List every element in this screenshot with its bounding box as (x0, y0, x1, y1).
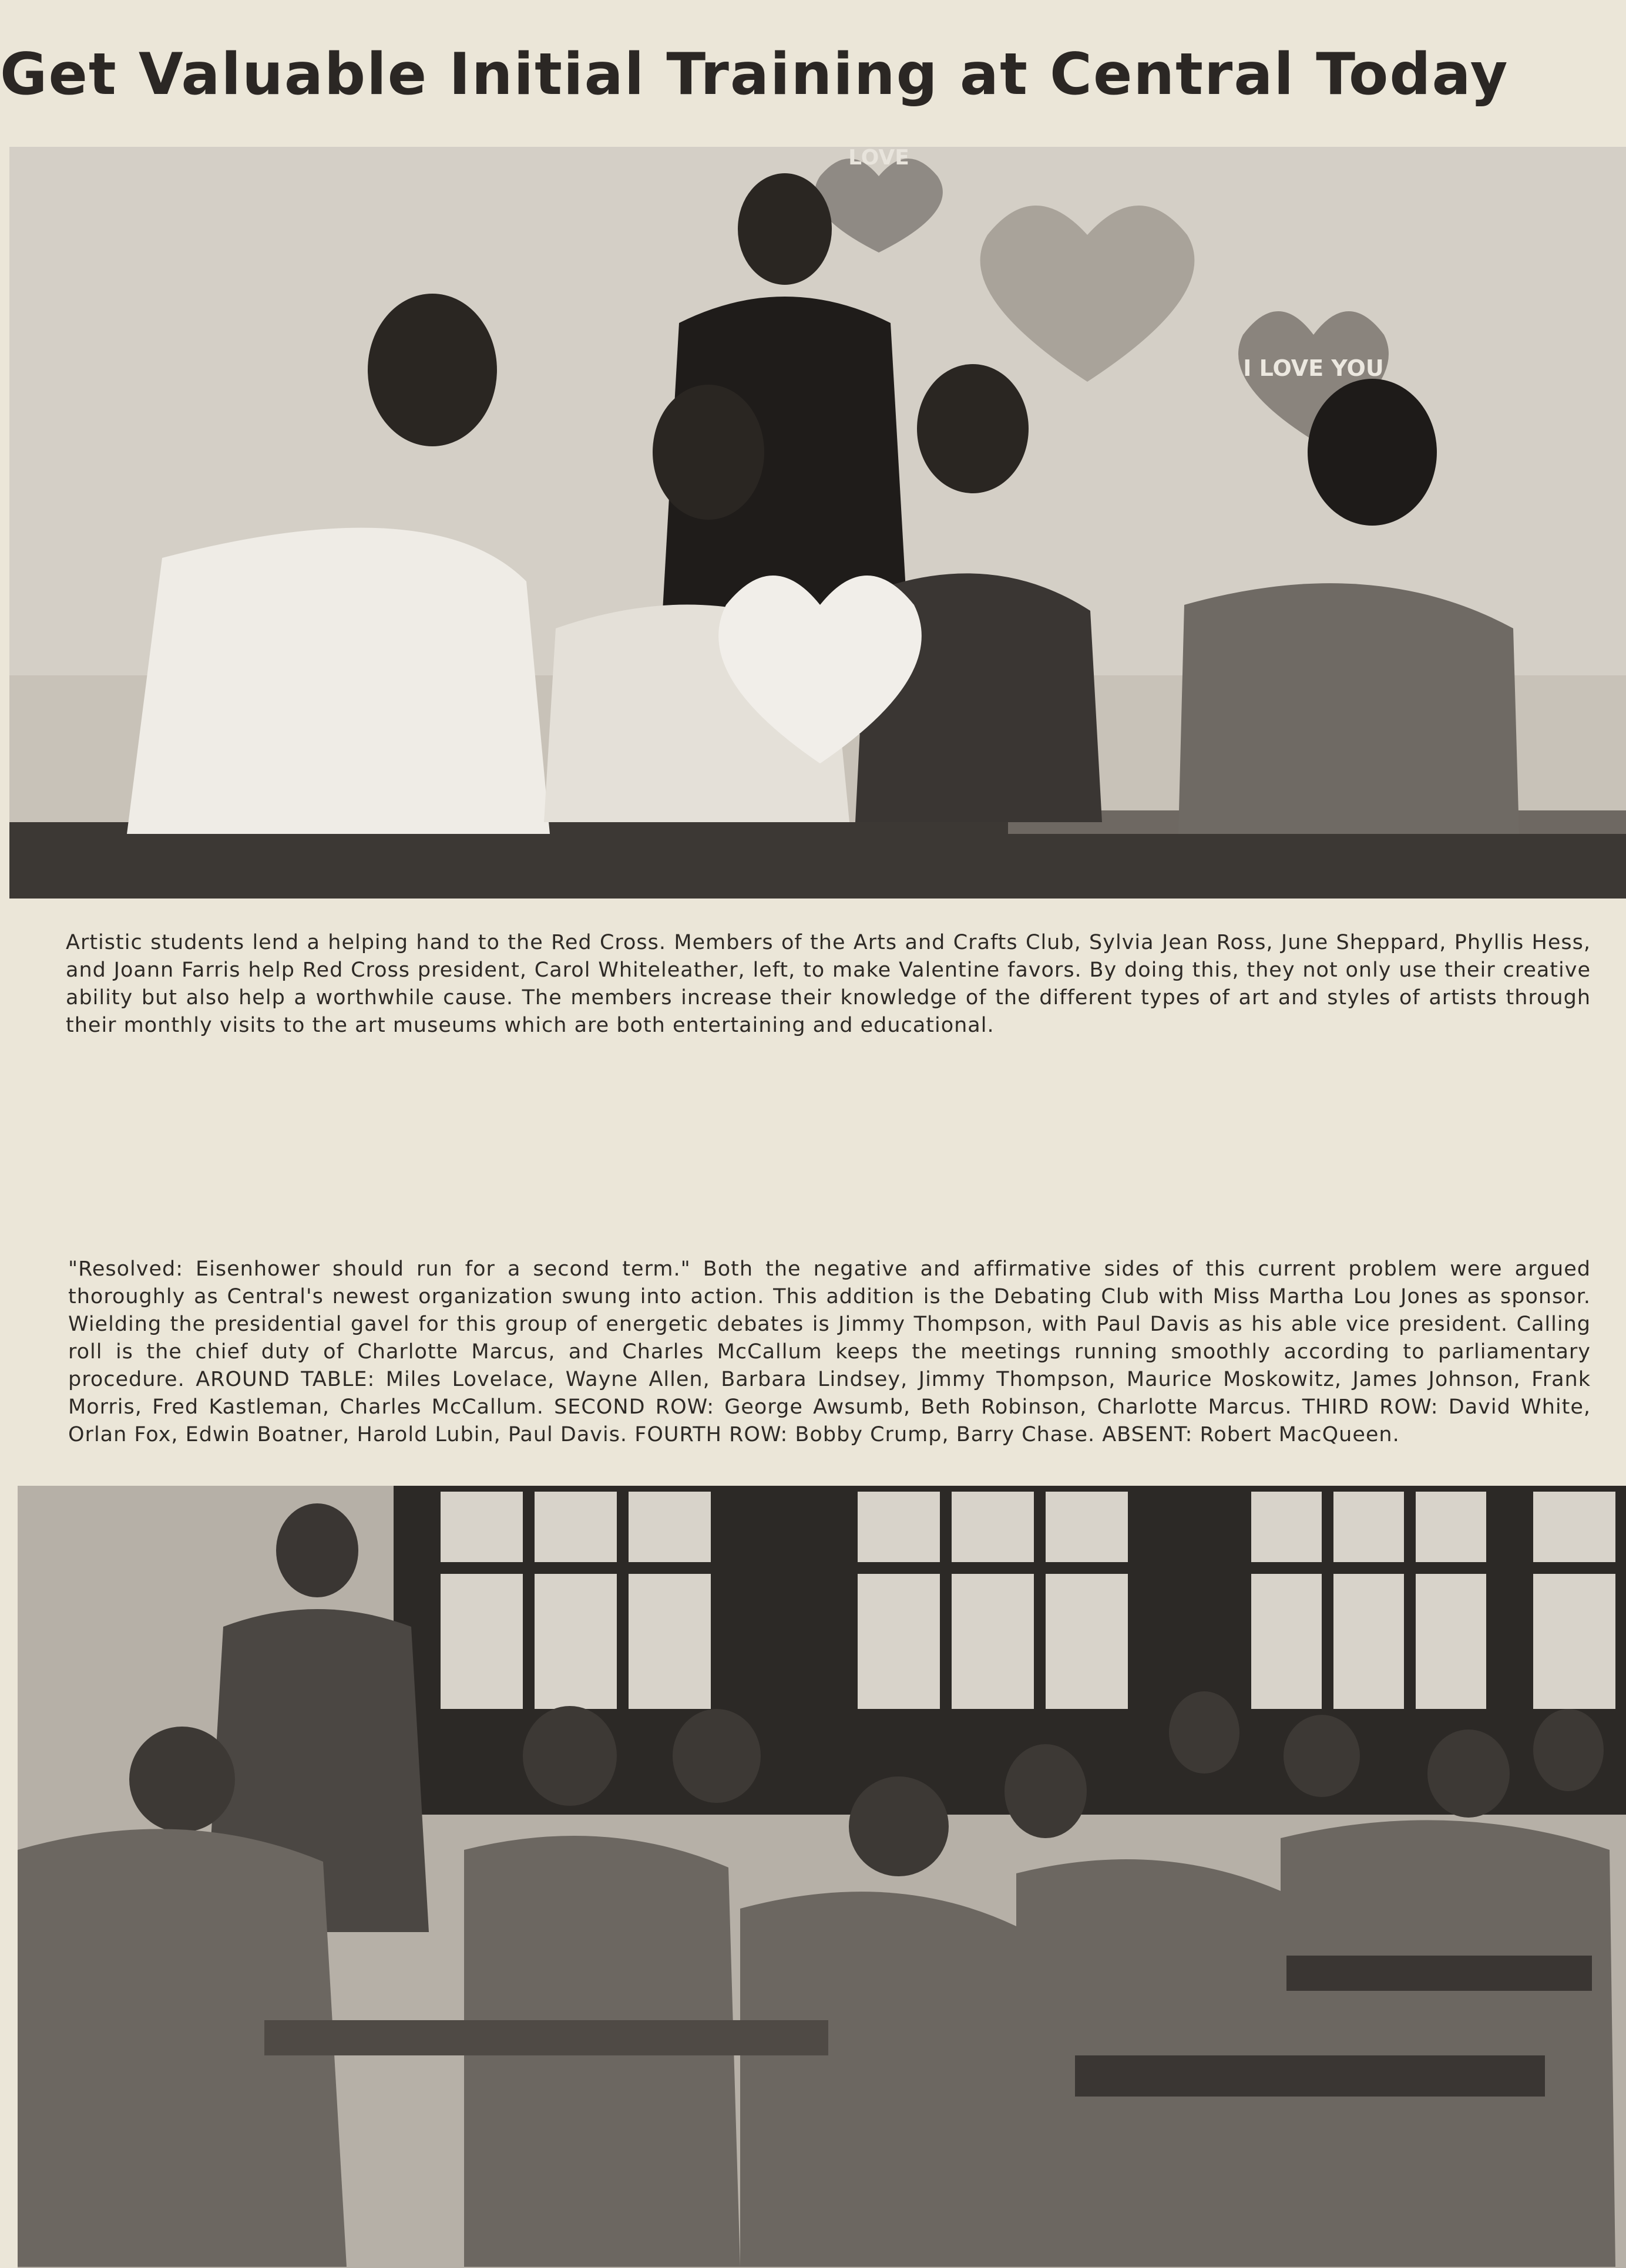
photo-debating-club (18, 1486, 1626, 2268)
caption-arts-crafts: Artistic students lend a helping hand to the Red Cross. Members of the Arts and Crafts Club, Sylvia Jean Ross, June Sheppard, Phyllis Hess, and Joann Farris help Red Cross president, Carol Whiteleather, left, to make Valentine favors. By doing this, they not only use their creative ability but also help a worthwhile cause. The members increase their knowledge of the different types of art and styles of artists through their monthly visits to the art museums which are both entertaining and educational. (66, 931, 1591, 1037)
heart-sign-right-text: I LOVE YOU (1243, 355, 1384, 381)
photo-debating-illustration (18, 1486, 1626, 2268)
photo-arts-crafts-illustration (9, 147, 1626, 899)
caption-debating-club: "Resolved: Eisenhower should run for a second term." Both the negative and affirmative sides of this current problem were argued thoroughly as Central's newest organization swung into action. This addition is the Debating Club with Miss Martha Lou Jones as sponsor. Wielding the presidential gavel for this group of energetic debates is Jimmy Thompson, with Paul Davis as his able vice president. Calling roll is the chief duty of Charlotte Marcus, and Charles McCallum keeps the meetings running smoothly according to parliamentary procedure. AROUND TABLE: Miles Lovelace, Wayne Allen, Barbara Lindsey, Jimmy Thompson, Maurice Moskowitz, James Johnson, Frank Morris, Fred Kastleman, Charles McCallum. SECOND ROW: George Awsumb, Beth Robinson, Charlotte Marcus. THIRD ROW: David White, Orlan Fox, Edwin Boatner, Harold Lubin, Paul Davis. FOURTH ROW: Bobby Crump, Barry Chase. ABSENT: Robert MacQueen. (68, 1257, 1591, 1446)
photo-arts-crafts-club (9, 147, 1626, 899)
heart-sign-left-text: LOVE (848, 147, 909, 170)
page-title: Get Valuable Initial Training at Central Today (0, 41, 1509, 108)
